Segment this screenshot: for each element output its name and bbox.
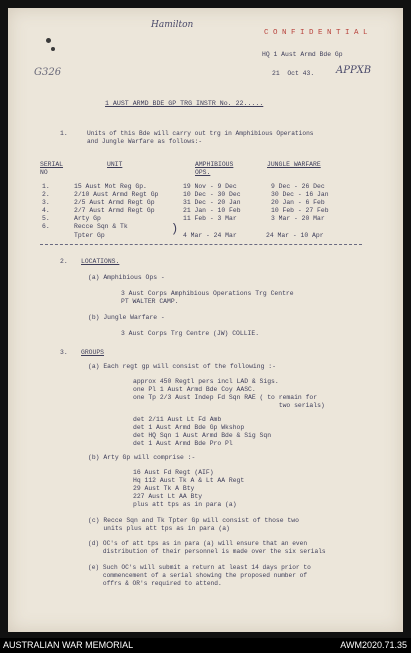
list-item: 16 Aust Fd Regt (AIF) [133,469,214,476]
document-date: 21 Oct 43. [272,70,315,77]
row-amphibious: 10 Dec - 30 Dec [183,191,241,198]
row-serial: 5. [42,215,50,222]
para3-e-line1: (e) Such OC's will submit a return at least 14 days prior to [88,564,311,571]
row-jungle: 10 Feb - 27 Feb [271,207,329,214]
row-jungle: 9 Dec - 26 Dec [271,183,325,190]
row-unit: 15 Aust Mot Reg Gp. [74,183,147,190]
row-serial: 2. [42,191,50,198]
row-amphibious: 4 Mar - 24 Mar [183,232,237,239]
row-amphibious: 21 Jan - 10 Feb [183,207,241,214]
punch-hole-bottom [51,47,55,51]
row-amphibious: 31 Dec - 20 Jan [183,199,241,206]
row-jungle: 20 Jan - 6 Feb [271,199,325,206]
para2-a-line1: 3 Aust Corps Amphibious Operations Trg Centre [121,290,294,297]
para3-e-line2: commencement of a serial showing the proposed number of [88,572,308,579]
table-divider [40,244,362,245]
para3-heading: GROUPS [81,349,105,356]
para1-number: 1. [60,130,68,137]
row-unit: 2/5 Aust Armd Regt Gp [74,199,155,206]
hq-line: HQ 1 Aust Armd Bde Gp [262,51,343,58]
list-item: 29 Aust Tk A Bty [133,485,195,492]
para3-number: 3. [60,349,68,356]
handwritten-signature: Hamilton [151,20,194,30]
list-item: det HQ Sqn 1 Aust Armd Bde & Sig Sqn [133,432,272,439]
para2-b-label: (b) Jungle Warfare - [88,314,165,321]
para3-c-line2: units plus att tps as in para (a) [88,525,230,532]
list-item: two serials) [133,402,325,409]
row-unit: 2/7 Aust Armd Regt Gp [74,207,155,214]
row-serial: 1. [42,183,50,190]
row-serial: 6. [42,223,50,230]
row-jungle: 3 Mar - 20 Mar [271,215,325,222]
para2-b-line1: 3 Aust Corps Trg Centre (JW) COLLIE. [121,330,260,337]
row-unit: 2/10 Aust Armd Regt Gp [74,191,159,198]
para3-d-line1: (d) OC's of att tps as in para (a) will ensure that an even [88,540,308,547]
table-header-amphibious-ops: OPS. [195,169,211,176]
para2-a-line2: PT WALTER CAMP. [121,298,179,305]
brace-mark: ) [171,222,179,236]
document-page [8,8,403,632]
row-serial: 3. [42,199,50,206]
table-header-jungle: JUNGLE WARFARE [267,161,321,168]
row-unit: Arty Gp [74,215,101,222]
para2-number: 2. [60,258,68,265]
row-unit: Tpter Gp [74,232,105,239]
table-header-serial: SERIAL [40,161,64,168]
table-header-no: NO [40,169,48,176]
list-item: det 1 Aust Armd Bde Pro Pl [133,440,233,447]
list-item: Hq 112 Aust Tk A & Lt AA Regt [133,477,245,484]
table-header-unit: UNIT [107,161,123,168]
row-jungle: 30 Dec - 16 Jan [271,191,329,198]
list-item: det 1 Aust Armd Bde Gp Wkshop [133,424,245,431]
classification: C O N F I D E N T I A L [264,29,368,37]
list-item: det 2/11 Aust Lt Fd Amb [133,416,222,423]
row-amphibious: 19 Nov - 9 Dec [183,183,237,190]
para3-c-line1: (c) Recce Sqn and Tk Tpter Gp will consist of those two [88,517,299,524]
row-amphibious: 11 Feb - 3 Mar [183,215,237,222]
list-item: approx 450 Regtl pers incl LAD & Sigs. [133,378,279,385]
para1-text-line2: and Jungle Warfare as follows:- [87,138,203,145]
row-jungle: 24 Mar - 10 Apr [266,232,324,239]
handwritten-ref-number: G326 [34,67,62,78]
para2-a-label: (a) Amphibious Ops - [88,274,165,281]
row-unit: Recce Sqn & Tk [74,223,128,230]
list-item: one Pl 1 Aust Armd Bde Coy AASC. [133,386,256,393]
list-item: 227 Aust Lt AA Bty [133,493,203,500]
row-serial: 4. [42,207,50,214]
para3-a-text: (a) Each regt gp will consist of the following :- [88,363,276,370]
handwritten-appendix: APPXB [336,65,372,76]
archive-footer [0,638,411,653]
para2-heading: LOCATIONS. [81,258,120,265]
para3-d-line2: distribution of their personnel is made over the six serials [88,548,326,555]
para3-e-line3: offrs & OR's required to attend. [88,580,222,587]
punch-hole-top [46,38,51,43]
footer-accession-number: AWM2020.71.35 [340,640,407,650]
document-title: 1 AUST ARMD BDE GP TRG INSTR No. 22..... [105,100,264,107]
list-item: plus att tps as in para (a) [133,501,237,508]
list-item: one Tp 2/3 Aust Indep Fd Sqn RAE ( to remain for [133,394,318,401]
table-header-amphibious: AMPHIBIOUS [195,161,234,168]
footer-institution: AUSTRALIAN WAR MEMORIAL [3,640,134,650]
para3-b-text: (b) Arty Gp will comprise :- [88,454,196,461]
para1-text-line1: Units of this Bde will carry out trg in Amphibious Operations [87,130,314,137]
